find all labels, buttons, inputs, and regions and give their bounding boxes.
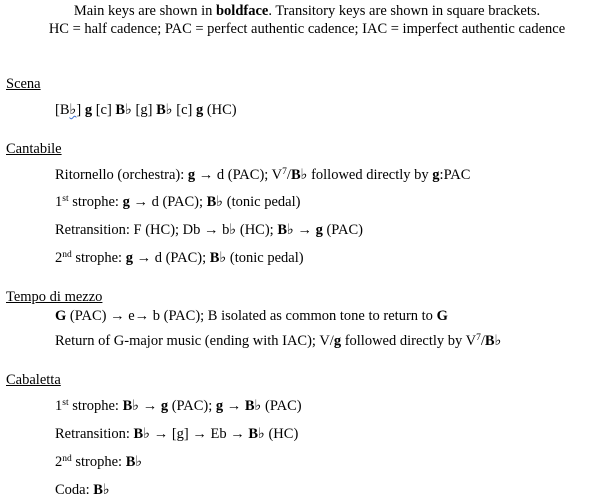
text: (HC) — [203, 102, 237, 118]
text: Ritornello (orchestra): — [55, 167, 188, 183]
tempo-di-mezzo-line-1 — [55, 308, 448, 325]
main-key: g — [432, 167, 440, 183]
cantabile-strophe-1 — [55, 193, 300, 211]
text: → d (PAC); V — [195, 167, 283, 183]
main-key: B♭ — [206, 194, 224, 210]
tempo-di-mezzo-line-2 — [55, 332, 501, 350]
main-key: g — [315, 222, 323, 238]
cantabile-retransition — [55, 221, 363, 239]
text: / — [286, 167, 291, 183]
text: 2 — [55, 454, 63, 470]
text: [g] — [131, 102, 157, 118]
superscript: st — [62, 398, 69, 408]
text: (PAC) → e→ b (PAC); B isolated as common tone to return to — [66, 308, 437, 324]
cabaletta-strophe-1 — [55, 397, 302, 415]
legend-bold-word: boldface — [215, 3, 269, 19]
section-title-tempo-di-mezzo: Tempo di mezzo — [6, 289, 103, 305]
main-key: B♭ — [125, 454, 143, 470]
section-title-scena: Scena — [6, 76, 41, 92]
main-key: B♭ — [115, 102, 132, 118]
main-key: B♭ — [277, 222, 294, 238]
text: :PAC — [439, 167, 471, 183]
text: Coda: — [55, 482, 94, 498]
text: (tonic pedal) — [223, 194, 301, 210]
text: (PAC) — [322, 222, 364, 238]
text: (HC) — [264, 426, 299, 442]
main-key: g — [215, 398, 224, 414]
text: 1 — [55, 194, 63, 210]
superscript: 7 — [282, 167, 287, 177]
text: [B — [55, 102, 70, 118]
main-key: B♭ — [290, 167, 308, 183]
text: 1 — [55, 398, 63, 414]
main-key: B♭ — [122, 398, 140, 414]
main-key: g — [195, 102, 204, 118]
main-key: g — [122, 194, 130, 210]
text: [c] — [92, 102, 116, 118]
legend-line-2: HC = half cadence; PAC = perfect authentic cadence; IAC = imperfect authentic cadence — [48, 21, 566, 37]
text: / — [480, 333, 485, 349]
scena-key-line — [55, 101, 237, 119]
text: (tonic pedal) — [226, 250, 304, 266]
text: → d (PAC); — [132, 250, 210, 266]
main-key: g — [125, 250, 133, 266]
main-key: B♭ — [93, 482, 110, 498]
text: Retransition: — [55, 426, 134, 442]
text: → — [223, 398, 245, 414]
cabaletta-coda — [55, 481, 110, 499]
main-key: B♭ — [209, 250, 227, 266]
main-key: g — [333, 333, 342, 349]
main-key: G — [55, 308, 67, 324]
cabaletta-strophe-2 — [55, 453, 142, 471]
text: [c] — [172, 102, 196, 118]
text: strophe: — [68, 194, 123, 210]
legend-text: . Transitory keys are shown in square brackets. — [268, 3, 541, 19]
cantabile-strophe-2 — [55, 249, 304, 267]
superscript: 7 — [476, 333, 481, 343]
legend-line-1 — [0, 3, 614, 20]
main-key: B♭ — [248, 426, 265, 442]
cantabile-ritornello — [55, 166, 470, 184]
text: (PAC) — [261, 398, 302, 414]
main-key: B♭ — [244, 398, 262, 414]
superscript: nd — [62, 454, 72, 464]
main-key: G — [436, 308, 448, 324]
cabaletta-retransition — [55, 425, 298, 443]
text: followed directly by — [307, 167, 433, 183]
main-key: g — [187, 167, 196, 183]
text: Return of G-major music (ending with IAC); V/ — [55, 333, 334, 349]
main-key: g — [84, 102, 93, 118]
text: strophe: — [71, 454, 126, 470]
text: → — [293, 222, 316, 238]
text: → — [139, 398, 161, 414]
text: strophe: — [71, 250, 126, 266]
section-title-cantabile: Cantabile — [6, 141, 62, 157]
superscript: nd — [62, 250, 72, 260]
legend-text: Main keys are shown in — [73, 3, 216, 19]
main-key: g — [160, 398, 169, 414]
main-key: B♭ — [156, 102, 173, 118]
text: ] — [76, 102, 85, 118]
text: → d (PAC); — [129, 194, 207, 210]
text: 2 — [55, 250, 63, 266]
flat-sign: ♭ — [69, 102, 77, 118]
text: followed directly by V — [341, 333, 477, 349]
superscript: st — [62, 194, 69, 204]
text: (PAC); — [168, 398, 216, 414]
main-key: B♭ — [484, 333, 502, 349]
main-key: B♭ — [133, 426, 151, 442]
text: Retransition: F (HC); Db → b♭ (HC); — [55, 222, 278, 238]
text: strophe: — [68, 398, 123, 414]
section-title-cabaletta: Cabaletta — [6, 372, 61, 388]
text: → [g] → Eb → — [150, 426, 249, 442]
